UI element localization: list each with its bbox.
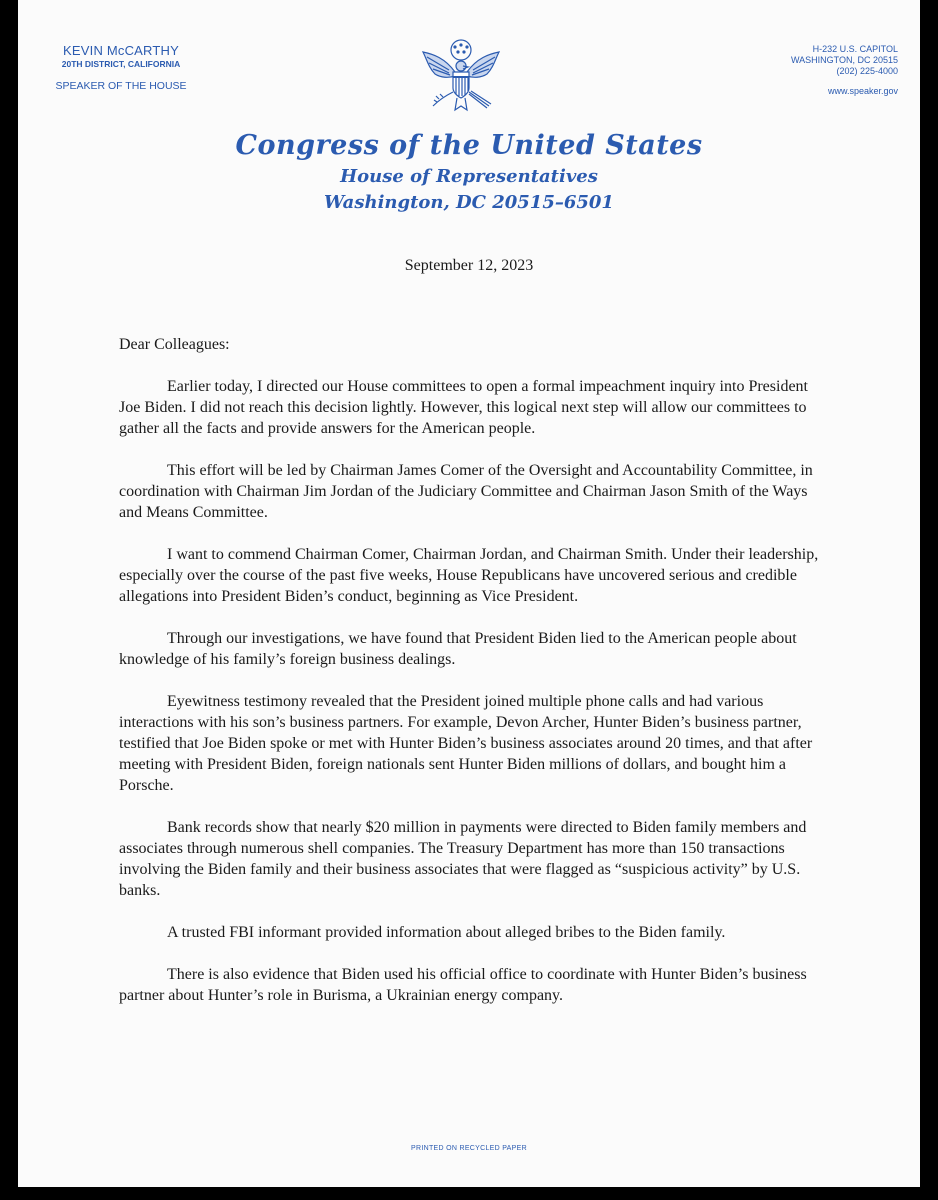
sender-district: 20TH DISTRICT, CALIFORNIA <box>61 59 181 69</box>
sender-title: SPEAKER OF THE HOUSE <box>55 80 187 92</box>
great-seal-eagle-icon <box>419 36 503 116</box>
heading-address: Washington, DC 20515–6501 <box>324 192 614 213</box>
address-line-1: H-232 U.S. CAPITOL <box>812 44 898 54</box>
letterhead-heading <box>18 128 920 216</box>
letterhead-right <box>718 44 898 97</box>
website-link[interactable]: www.speaker.gov <box>827 86 898 96</box>
address-line-2: WASHINGTON, DC 20515 <box>790 55 898 65</box>
paragraph: Eyewitness testimony revealed that the President joined multiple phone calls and had various interactions with his son’s business partners. For example, Devon Archer, Hunter Biden’s business partner, testified that Joe Biden spoke or met with Hunter Biden’s business associates around 20 times, and that after meeting with President Biden, foreign nationals sent Hunter Biden millions of dollars, and bought him a Porsche. <box>119 693 813 794</box>
paragraph: A trusted FBI informant provided information about alleged bribes to the Biden family. <box>167 924 726 941</box>
letterhead-left <box>36 43 206 93</box>
phone-number: (202) 225-4000 <box>836 66 898 76</box>
recycled-paper-note: PRINTED ON RECYCLED PAPER <box>411 1145 527 1152</box>
paragraph: Earlier today, I directed our House committees to open a formal impeachment inquiry into President Joe Biden. I did not reach this decision lightly. However, this logical next step will allow our committees to gather all the facts and provide answers for the American people. <box>119 378 808 437</box>
paragraph: Through our investigations, we have found that President Biden lied to the American people about knowledge of his family’s foreign business dealings. <box>119 630 797 668</box>
salutation: Dear Colleagues: <box>119 336 230 353</box>
paragraph: Bank records show that nearly $20 million in payments were directed to Biden family members and associates through numerous shell companies. The Treasury Department has more than 150 transactions involving the Biden family and their business associates that were flagged as “suspicious activity” by U.S. banks. <box>119 819 807 899</box>
letter-date: September 12, 2023 <box>404 257 534 274</box>
heading-congress: Congress of the United States <box>235 130 703 161</box>
paragraph: This effort will be led by Chairman James Comer of the Oversight and Accountability Committee, in coordination with Chairman Jim Jordan of the Judiciary Committee and Chairman Jason Smith of the Ways and Means Committee. <box>119 462 813 521</box>
paragraph: There is also evidence that Biden used his official office to coordinate with Hunter Biden’s business partner about Hunter’s role in Burisma, a Ukrainian energy company. <box>119 966 807 1004</box>
letter-body <box>119 334 819 1027</box>
heading-house: House of Representatives <box>340 166 598 187</box>
paragraph: I want to commend Chairman Comer, Chairman Jordan, and Chairman Smith. Under their leadership, especially over the course of the past five weeks, House Republicans have uncovered serious and credible allegations into President Biden’s conduct, beginning as Vice President. <box>119 546 819 605</box>
sender-name: KEVIN McCARTHY <box>63 43 179 58</box>
letter-page <box>18 0 920 1187</box>
